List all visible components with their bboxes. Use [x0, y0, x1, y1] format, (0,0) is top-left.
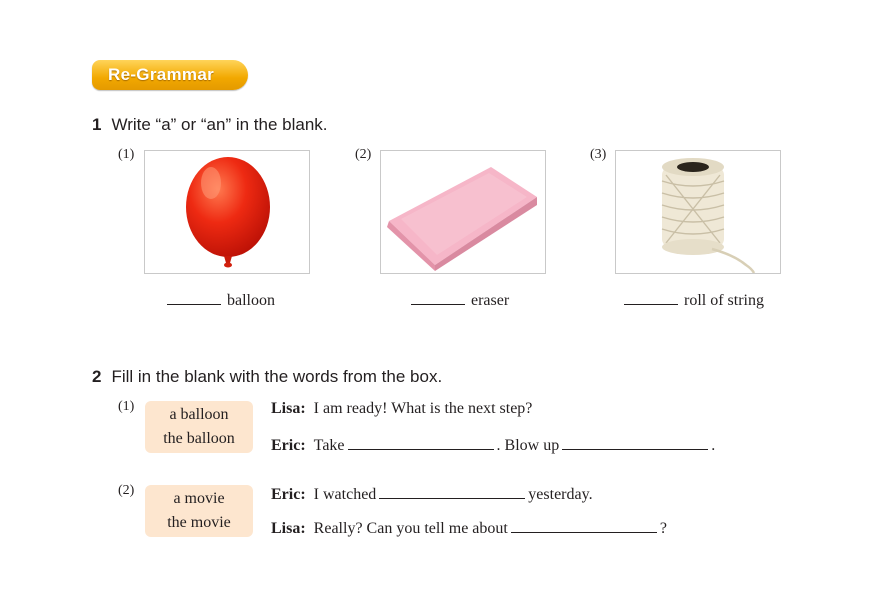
question-2-title	[92, 367, 442, 387]
item-1-row	[167, 290, 275, 310]
question-1-number: 1	[92, 115, 102, 134]
eraser-image	[381, 151, 545, 273]
dialogue-text: . Blow up	[496, 437, 560, 454]
answer-blank[interactable]	[379, 484, 525, 499]
question-1-title	[92, 115, 328, 135]
word-box-option: the balloon	[163, 430, 235, 447]
item-3-label: (3)	[590, 147, 607, 162]
item-2-row	[411, 290, 509, 310]
item-3-row	[624, 290, 764, 310]
item-2-image-frame	[380, 150, 546, 274]
fill-item-2-label: (2)	[118, 483, 135, 498]
dialogue-text: I watched	[313, 486, 377, 503]
answer-blank[interactable]	[348, 435, 494, 450]
item-1-word: balloon	[227, 292, 275, 309]
dialogue-text: Take	[313, 437, 345, 454]
dialogue-text: I am ready! What is the next step?	[313, 400, 533, 417]
item-1-label: (1)	[118, 147, 135, 162]
dialogue-text: ?	[659, 520, 667, 537]
balloon-image	[145, 151, 309, 273]
badge-label: Re-Grammar	[108, 65, 214, 84]
dialogue-text: Really? Can you tell me about	[313, 520, 508, 537]
string-roll-image	[616, 151, 780, 273]
item-1-image-frame	[144, 150, 310, 274]
item-3-blank[interactable]	[624, 290, 678, 305]
speaker-name: Eric:	[271, 486, 306, 503]
speaker-name: Eric:	[271, 437, 306, 454]
fill-item-1-word-box	[145, 401, 253, 453]
word-box-option: a movie	[173, 490, 225, 507]
speaker-name: Lisa:	[271, 400, 306, 417]
question-2-number: 2	[92, 367, 102, 386]
item-3-image-frame	[615, 150, 781, 274]
item-2-blank[interactable]	[411, 290, 465, 305]
dialogue-line	[271, 400, 532, 418]
item-3-word: roll of string	[684, 292, 764, 309]
dialogue-line	[271, 518, 667, 538]
answer-blank[interactable]	[511, 518, 657, 533]
answer-blank[interactable]	[562, 435, 708, 450]
section-badge	[92, 60, 248, 90]
dialogue-line	[271, 484, 593, 504]
speaker-name: Lisa:	[271, 520, 306, 537]
dialogue-line	[271, 435, 715, 455]
dialogue-text: .	[711, 437, 716, 454]
item-2-word: eraser	[471, 292, 510, 309]
item-1-blank[interactable]	[167, 290, 221, 305]
dialogue-text: yesterday.	[528, 486, 593, 503]
fill-item-1-label: (1)	[118, 399, 135, 414]
word-box-option: a balloon	[169, 406, 229, 423]
fill-item-2-word-box	[145, 485, 253, 537]
question-2-instruction: Fill in the blank with the words from the box.	[111, 367, 443, 386]
item-2-label: (2)	[355, 147, 372, 162]
question-1-instruction: Write “a” or “an” in the blank.	[111, 115, 328, 134]
word-box-option: the movie	[167, 514, 231, 531]
